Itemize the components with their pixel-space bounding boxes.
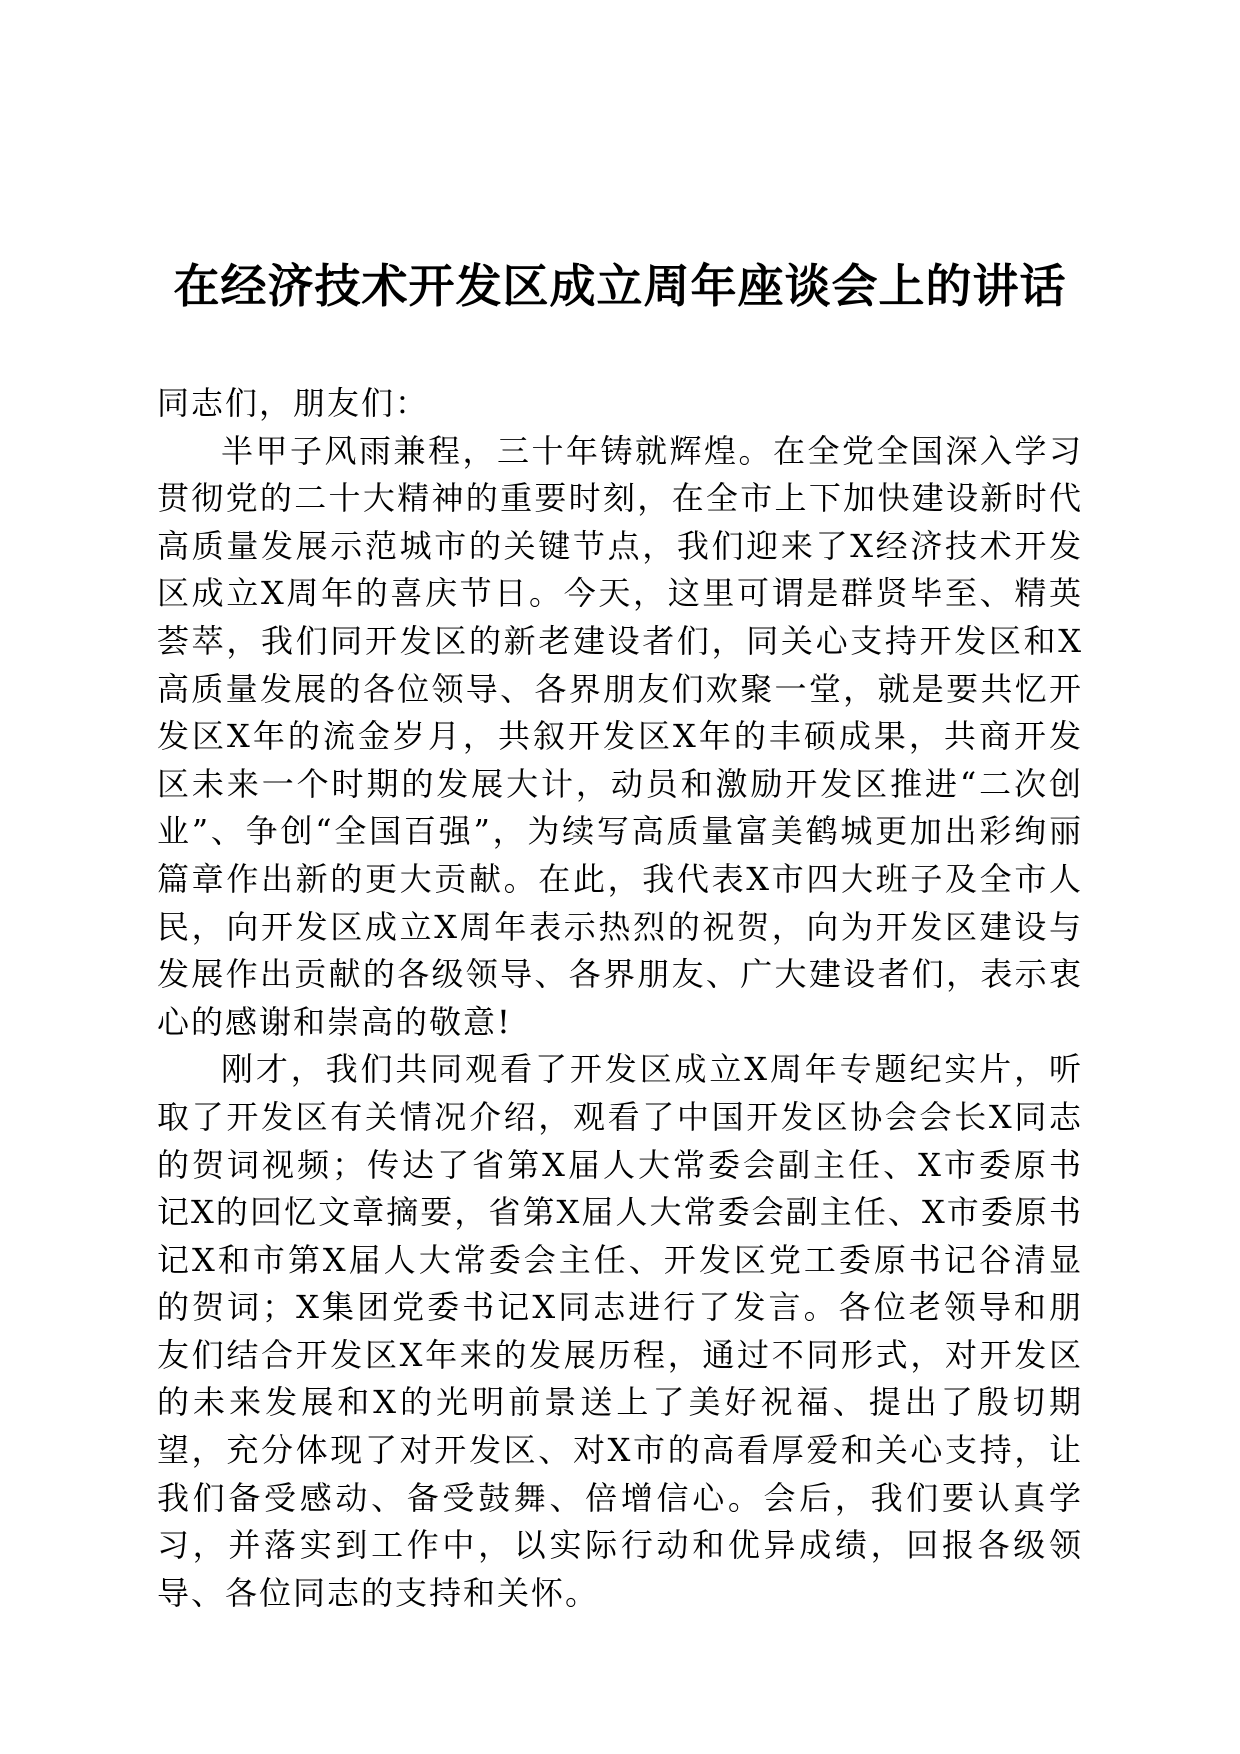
document-body [157,380,1083,1617]
paragraph-2: 刚才，我们共同观看了开发区成立X周年专题纪实片，听取了开发区有关情况介绍，观看了中国开发区协会会长X同志的贺词视频；传达了省第X届人大常委会副主任、X市委原书记X的回忆文章摘要，省第X届人大常委会副主任、X市委原书记X和市第X届人大常委会主任、开发区党工委原书记谷清显的贺词；X集团党委书记X同志进行了发言。各位老领导和朋友们结合开发区X年来的发展历程，通过不同形式，对开发区的未来发展和X的光明前景送上了美好祝福、提出了殷切期望，充分体现了对开发区、对X市的高看厚爱和关心支持，让我们备受感动、备受鼓舞、倍增信心。会后，我们要认真学习，并落实到工作中，以实际行动和优异成绩，回报各级领导、各位同志的支持和关怀。 [157,1050,1083,1612]
document-title: 在经济技术开发区成立周年座谈会上的讲话 [173,259,1067,313]
salutation: 同志们，朋友们： [157,384,430,422]
paragraph-1: 半甲子风雨兼程，三十年铸就辉煌。在全党全国深入学习贯彻党的二十大精神的重要时刻，在全市上下加快建设新时代高质量发展示范城市的关键节点，我们迎来了X经济技术开发区成立X周年的喜庆节日。今天，这里可谓是群贤毕至、精英荟萃，我们同开发区的新老建设者们，同关心支持开发区和X高质量发展的各位领导、各界朋友们欢聚一堂，就是要共忆开发区X年的流金岁月，共叙开发区X年的丰硕成果，共商开发区未来一个时期的发展大计，动员和激励开发区推进“二次创业”、争创“全国百强”，为续写高质量富美鹤城更加出彩绚丽篇章作出新的更大贡献。在此，我代表X市四大班子及全市人民，向开发区成立X周年表示热烈的祝贺，向为开发区建设与发展作出贡献的各级领导、各界朋友、广大建设者们，表示衷心的感谢和崇高的敬意! [157,431,1083,1041]
